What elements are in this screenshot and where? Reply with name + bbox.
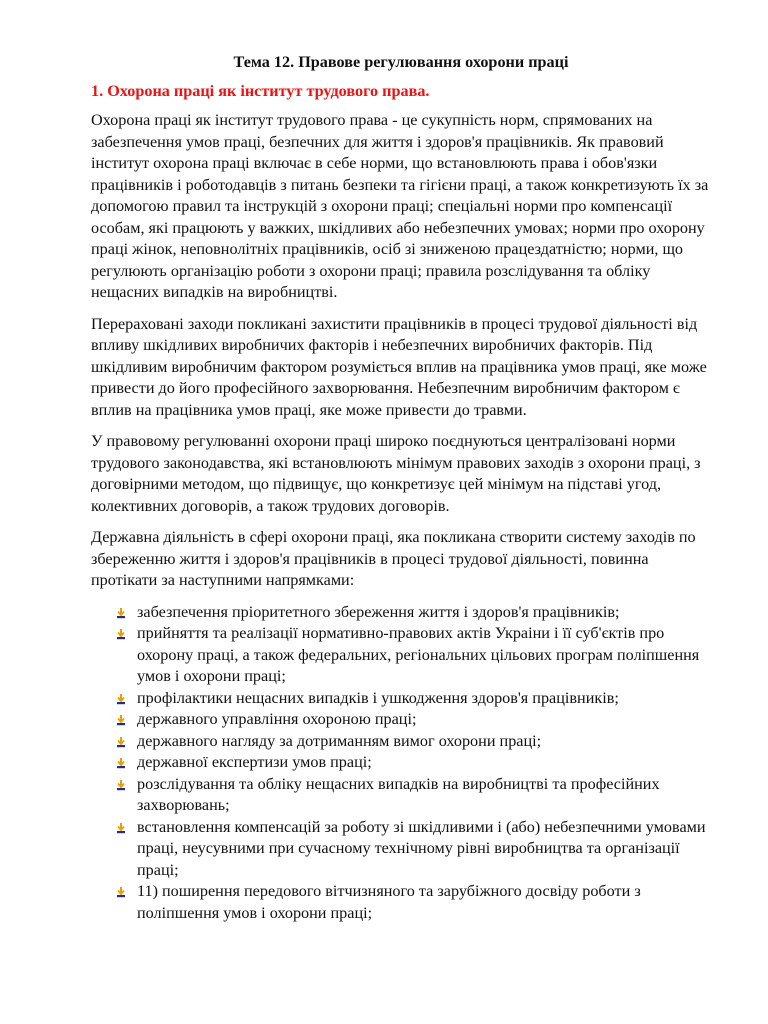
paragraph-state-activity: Державна діяльність в сфері охорони праці, яка покликана створити систему заходів по збереженню життя і здоров'я працівників в процесі трудової діяльності, повинна протікати за наступними напрямками: [91, 528, 696, 589]
paragraph-definition: Охорона праці як інститут трудового права - це сукупність норм, спрямованих на забезпечення умов праці, безпечних для життя і здоров'я працівників. Як правовий інститут охорона праці включає в себе норми, що встановлюють права і обов'язки працівників і роботодавців з питань безпеки та гігієни праці, а також конкретизують їх за допомогою правил та інструкцій з охорони праці; спеціальні норми про компенсації особам, які працюють у важких, шкідливих або небезпечних умовах; норми про охорону праці жінок, неповнолітніх працівників, осіб зі зниженою працездатністю; норми, що регулюють організацію роботи з охорони праці; правила розслідування та обліку нещасних випадків на виробництві. [91, 111, 709, 301]
paragraph-measures: Перераховані заходи покликані захистити працівників в процесі трудової діяльності від впливу шкідливих виробничих факторів і небезпечних виробничих факторів. Під шкідливим виробничим фактором розуміється вплив на працівника умов праці, яке може привести до його професійного захворювання. Небезпечним виробничим фактором є вплив на працівника умов праці, яке може привести до травми. [91, 314, 707, 419]
list-item [115, 688, 711, 710]
arrow-down-bullet-icon [115, 693, 127, 705]
list-item-text: державної експертизи умов праці; [137, 753, 372, 771]
list-item [115, 623, 711, 688]
section-heading: 1. Охорона праці як інститут трудового права. [91, 81, 430, 100]
list-item [115, 752, 711, 774]
list-item [115, 774, 711, 817]
list-item-text: розслідування та обліку нещасних випадків на виробництві та професійних захворювань; [137, 774, 660, 814]
list-item [115, 602, 711, 624]
list-item-text: забезпечення пріоритетного збереження життя і здоров'я працівників; [137, 602, 620, 621]
document-page [91, 52, 711, 924]
directions-list [91, 602, 711, 925]
list-item [115, 881, 711, 924]
arrow-down-bullet-icon [115, 714, 127, 726]
arrow-down-bullet-icon [115, 886, 127, 898]
list-item-text: 11) поширення передового вітчизняного та зарубіжного досвіду роботи з поліпшення умов і охорони праці; [137, 882, 641, 922]
list-item [115, 731, 711, 753]
arrow-down-bullet-icon [115, 757, 127, 769]
arrow-down-bullet-icon [115, 779, 127, 791]
arrow-down-bullet-icon [115, 607, 127, 619]
arrow-down-bullet-icon [115, 736, 127, 748]
list-item-text: державного управління охороною праці; [137, 710, 417, 728]
paragraph-regulation: У правовому регулюванні охорони праці широко поєднуються централізовані норми трудового законодавства, які встановлюють мінімум правових заходів з охорони праці, з договірними методом, що підвищує, що конкретизує цей мінімум на підставі угод, колективних договорів, а також трудових договорів. [91, 432, 701, 515]
list-item-text: профілактики нещасних випадків і ушкодження здоров'я працівників; [137, 688, 619, 707]
page-title: Тема 12. Правове регулювання охорони праці [233, 53, 569, 71]
list-item [115, 817, 711, 882]
list-item-text: прийняття та реалізації нормативно-правових актів Украіни і її суб'єктів про охорону праці, а також федеральних, регіональних цільових програм поліпшення умов і охорони праці; [137, 624, 700, 685]
arrow-down-bullet-icon [115, 822, 127, 834]
list-item-text: державного нагляду за дотриманням вимог охорони праці; [137, 731, 542, 750]
arrow-down-bullet-icon [115, 628, 127, 640]
list-item [115, 709, 711, 731]
list-item-text: встановлення компенсацій за роботу зі шкідливими і (або) небезпечними умовами праці, неусувними при сучасному технічному рівні виробництва та організації праці; [137, 817, 706, 879]
